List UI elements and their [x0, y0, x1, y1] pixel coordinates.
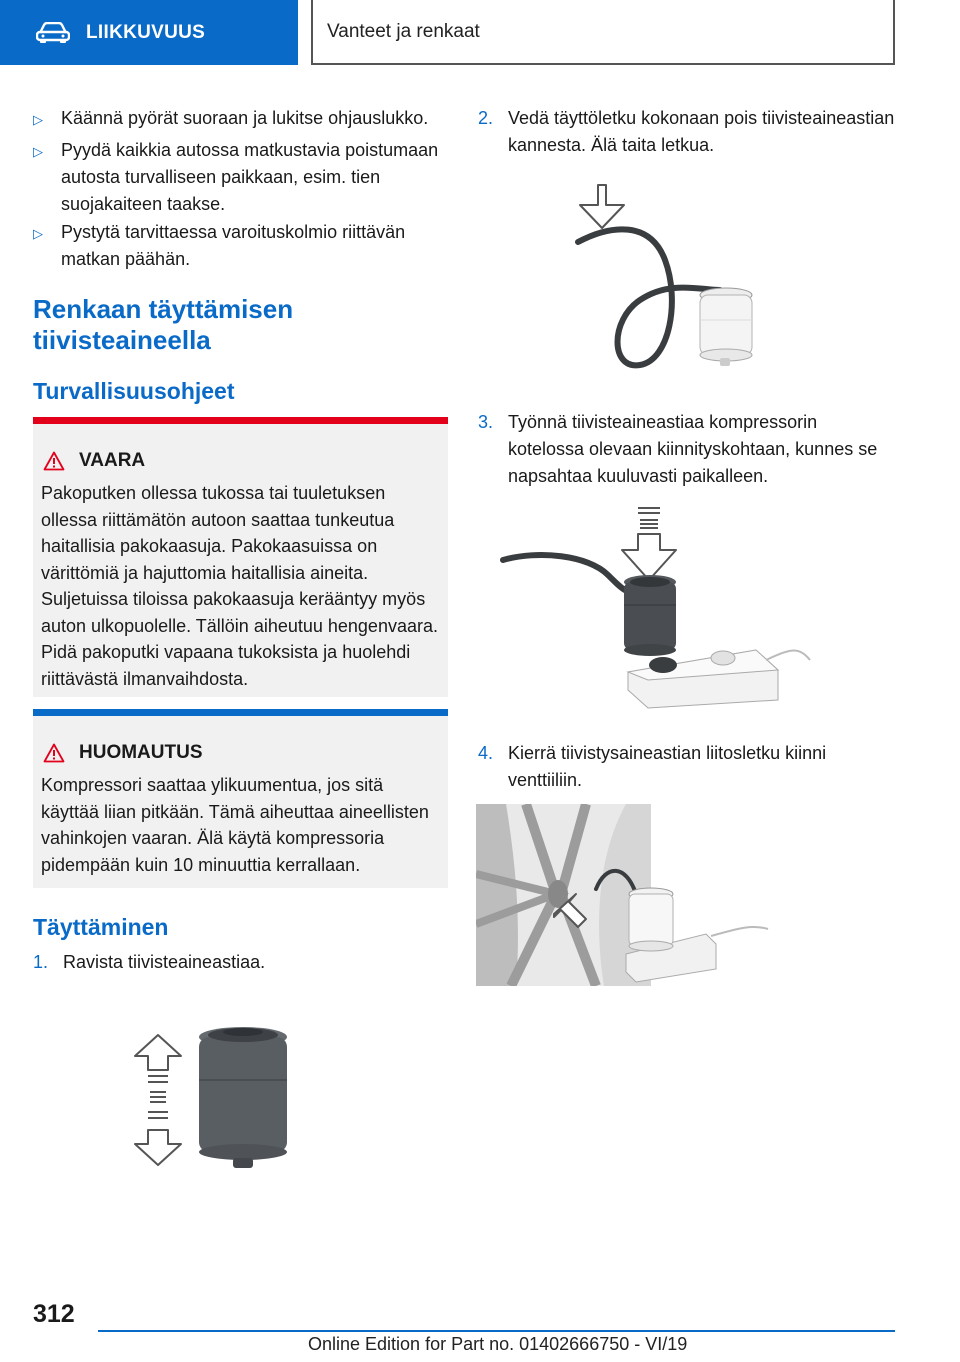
notice-text: Kompressori saattaa ylikuumentua, jos sitä käyttää liian pitkään. Tämä aiheuttaa aineellisten vahinkojen vaaran. Älä käytä kompressoria pidempään kuin 10 minuuttia kerrallaan.	[41, 775, 429, 875]
notice-bar	[33, 709, 448, 716]
triangle-bullet-icon: ▷	[33, 112, 43, 127]
danger-title: VAARA	[79, 450, 146, 471]
shake-canister-illustration	[130, 1020, 300, 1180]
notice-box	[33, 709, 448, 888]
footer-rule	[98, 1330, 895, 1332]
step-item	[478, 105, 898, 159]
step-number: 2.	[478, 108, 494, 128]
triangle-bullet-icon: ▷	[33, 226, 43, 241]
subsection-heading: Täyttäminen	[33, 914, 169, 940]
list-item	[33, 219, 448, 273]
section-label: LIIKKUVUUS	[86, 21, 206, 43]
warning-triangle-icon	[43, 451, 65, 471]
step-item	[478, 740, 898, 794]
page-number: 312	[33, 1300, 75, 1328]
step-text: Työnnä tiivisteaineastiaa kompressorin kotelossa olevaan kiinnityskohtaan, kunnes se napsahtaa kuuluvasti paikalleen.	[508, 412, 878, 486]
connect-valve-illustration	[476, 804, 776, 986]
section-tab[interactable]	[0, 0, 298, 65]
step-text: Kierrä tiivistysaineastian liitosletku kiinni venttiiliin.	[508, 743, 827, 790]
step-text: Ravista tiivisteaineastiaa.	[63, 952, 266, 972]
danger-bar	[33, 417, 448, 424]
section-heading: Renkaan täyttämisen tiivisteaineella	[33, 294, 294, 355]
warning-triangle-icon	[43, 743, 65, 763]
danger-text: Pakoputken ollessa tukossa tai tuuletuksen ollessa riittämätön autoon saattaa tunkeutua haitallisia pakokaasuja. Pakokaasuissa on värittömiä ja hajuttomia haitallisia aineita. Suljetuissa tiloissa pakokaasuja kerääntyy myös auton ulkopuolelle. Tällöin aiheutuu hengenvaara. Pidä pakoputki vapaana tukoksista ja huolehdi riittävästä ilmanvaihdosta.	[41, 483, 438, 689]
bullet-text: Käännä pyörät suoraan ja lukitse ohjauslukko.	[61, 108, 429, 128]
footer-edition: Online Edition for Part no. 01402666750 - VI/19	[308, 1334, 688, 1354]
danger-box	[33, 417, 448, 697]
triangle-bullet-icon: ▷	[33, 144, 43, 159]
step-number: 1.	[33, 952, 49, 972]
list-item	[33, 137, 448, 218]
bullet-text: Pystytä tarvittaessa varoituskolmio riittävän matkan päähän.	[61, 222, 406, 269]
notice-title: HUOMAUTUS	[79, 742, 203, 763]
pull-hose-illustration	[570, 180, 770, 375]
subsection-heading: Turvallisuusohjeet	[33, 378, 235, 404]
insert-canister-illustration	[498, 500, 818, 715]
step-item	[478, 409, 898, 490]
step-text: Vedä täyttöletku kokonaan pois tiivisteaineastian kannesta. Älä taita letkua.	[508, 108, 895, 155]
chapter-title: Vanteet ja renkaat	[311, 0, 895, 65]
step-number: 4.	[478, 743, 494, 763]
step-number: 3.	[478, 412, 494, 432]
bullet-text: Pyydä kaikkia autossa matkustavia poistumaan autosta turvalliseen paikkaan, esim. tien suojakaiteen taakse.	[61, 140, 439, 214]
list-item	[33, 105, 448, 133]
car-icon	[36, 22, 70, 44]
step-item	[33, 949, 448, 976]
